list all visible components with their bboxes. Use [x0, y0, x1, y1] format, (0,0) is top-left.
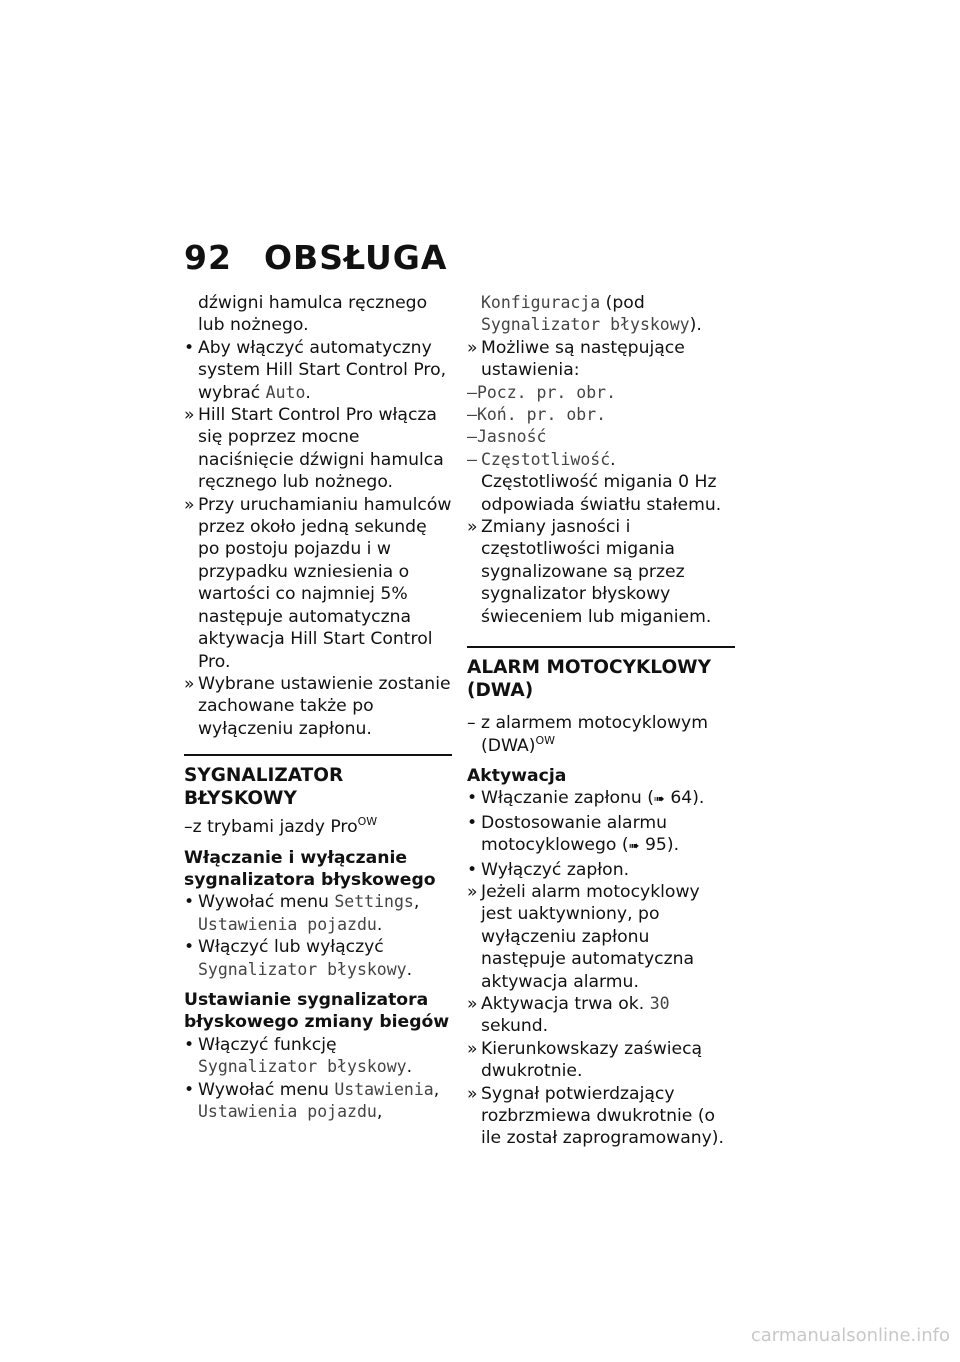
menu-option: Settings	[334, 892, 414, 912]
menu-option: Ustawienia pojazdu	[198, 1102, 377, 1121]
step-bullet: • Wyłączyć zapłon.	[467, 859, 630, 880]
result-item: » Przy uruchamianiu hamulców przez około jedną sekundę po postoju pojazdu i w przypadku wzniesienia o wartości co najmniej 5% następuje automatyczna aktywacja Hill Start Control Pro.	[184, 494, 452, 672]
result-item: » Zmiany jasności i częstotliwości migania sygnalizowane są przez sygnalizator błyskowy świeceniem lub miganiem.	[467, 517, 712, 627]
watermark: carmanualsonline.info	[750, 1325, 950, 1346]
section-flash-signal	[184, 754, 452, 838]
section-title: OBSŁUGA	[264, 238, 448, 277]
result-item: » Aktywacja trwa ok. 30 sekund.	[467, 993, 670, 1037]
menu-option: Ustawienia pojazdu	[198, 914, 377, 934]
result-item: » Sygnał potwierdzający rozbrzmiewa dwukrotnie (o ile został zaprogramowany).	[467, 1083, 724, 1149]
continuation-text: dźwigni hamulca ręcznego lub nożnego.	[198, 293, 428, 336]
menu-option: Sygnalizator błyskowy	[481, 315, 690, 335]
result-marker: »	[184, 494, 195, 515]
step-bullet: • Włączyć lub wyłączyć Sygnalizator błyskowy.	[184, 937, 413, 980]
menu-option: Auto	[265, 382, 306, 402]
result-marker: »	[184, 405, 195, 426]
section-alarm	[467, 646, 735, 757]
menu-option: Konfiguracja	[481, 293, 601, 312]
result-item: » Jeżeli alarm motocyklowy jest uaktywniony, po wyłączeniu zapłonu następuje automatyczna aktywacja alarmu.	[467, 881, 700, 992]
reference-arrow-icon: ➠	[628, 839, 640, 855]
step-bullet: • Włączyć funkcję Sygnalizator błyskowy.	[184, 1034, 413, 1078]
step-bullet: • Dostosowanie alarmu motocyklowego (➠ 95).	[467, 812, 680, 856]
menu-option: Sygnalizator błyskowy	[198, 959, 407, 979]
result-item: » Wybrane ustawienie zostanie zachowane także po wyłączeniu zapłonu.	[184, 673, 451, 739]
bullet-marker: •	[184, 337, 195, 358]
section-heading: SYGNALIZATOR BŁYSKOWY	[184, 765, 344, 810]
page-header	[184, 238, 447, 277]
right-column	[467, 292, 735, 1150]
subsection-heading: Włączanie i wyłączanie sygnalizatora błyskowego	[184, 847, 436, 890]
page-number: 92	[184, 238, 232, 277]
result-item: » Możliwe są następujące ustawienia:	[467, 337, 685, 381]
option-item: –Pocz. pr. obr.	[467, 382, 617, 402]
option-item: –Koń. pr. obr.	[467, 405, 607, 425]
result-item: » Kierunkowskazy zaświecą dwukrotnie.	[467, 1038, 703, 1082]
menu-option: Sygnalizator błyskowy	[198, 1057, 407, 1077]
subsection-heading: Ustawianie sygnalizatora błyskowego zmiany biegów	[184, 989, 450, 1033]
step-bullet: • Wywołać menu Ustawienia, Ustawienia pojazdu,	[184, 1079, 440, 1122]
option-item: – Częstotliwość. Częstotliwość migania 0 Hz odpowiada światłu stałemu.	[467, 449, 722, 515]
menu-option: Częstotliwość	[481, 449, 611, 469]
reference-arrow-icon: ➠	[653, 792, 665, 808]
option-item: –Jasność	[467, 427, 547, 447]
step-bullet: • Wywołać menu Settings, Ustawienia pojazdu.	[184, 892, 420, 935]
subsection-heading: Aktywacja	[467, 765, 567, 786]
result-item: » Hill Start Control Pro włącza się poprzez mocne naciśnięcie dźwigni hamulca ręcznego lub nożnego.	[184, 405, 444, 493]
equipment-note: – z alarmem motocyklowym (DWA)$^{OW}$	[467, 713, 708, 756]
step-bullet: • Włączanie zapłonu (➠ 64).	[467, 788, 705, 809]
step-bullet: • Aby włączyć automatyczny system Hill Start Control Pro, wybrać Auto.	[184, 337, 447, 403]
continuation-text: Konfiguracja (pod Sygnalizator błyskowy).	[481, 293, 702, 336]
left-column	[184, 292, 452, 1123]
section-heading: ALARM MOTOCYKLOWY (DWA)	[467, 657, 711, 702]
equipment-note: –z trybami jazdy Pro$^{OW}$	[184, 815, 378, 838]
menu-option: Ustawienia	[334, 1079, 434, 1099]
result-marker: »	[184, 673, 195, 694]
option-list	[467, 382, 735, 449]
